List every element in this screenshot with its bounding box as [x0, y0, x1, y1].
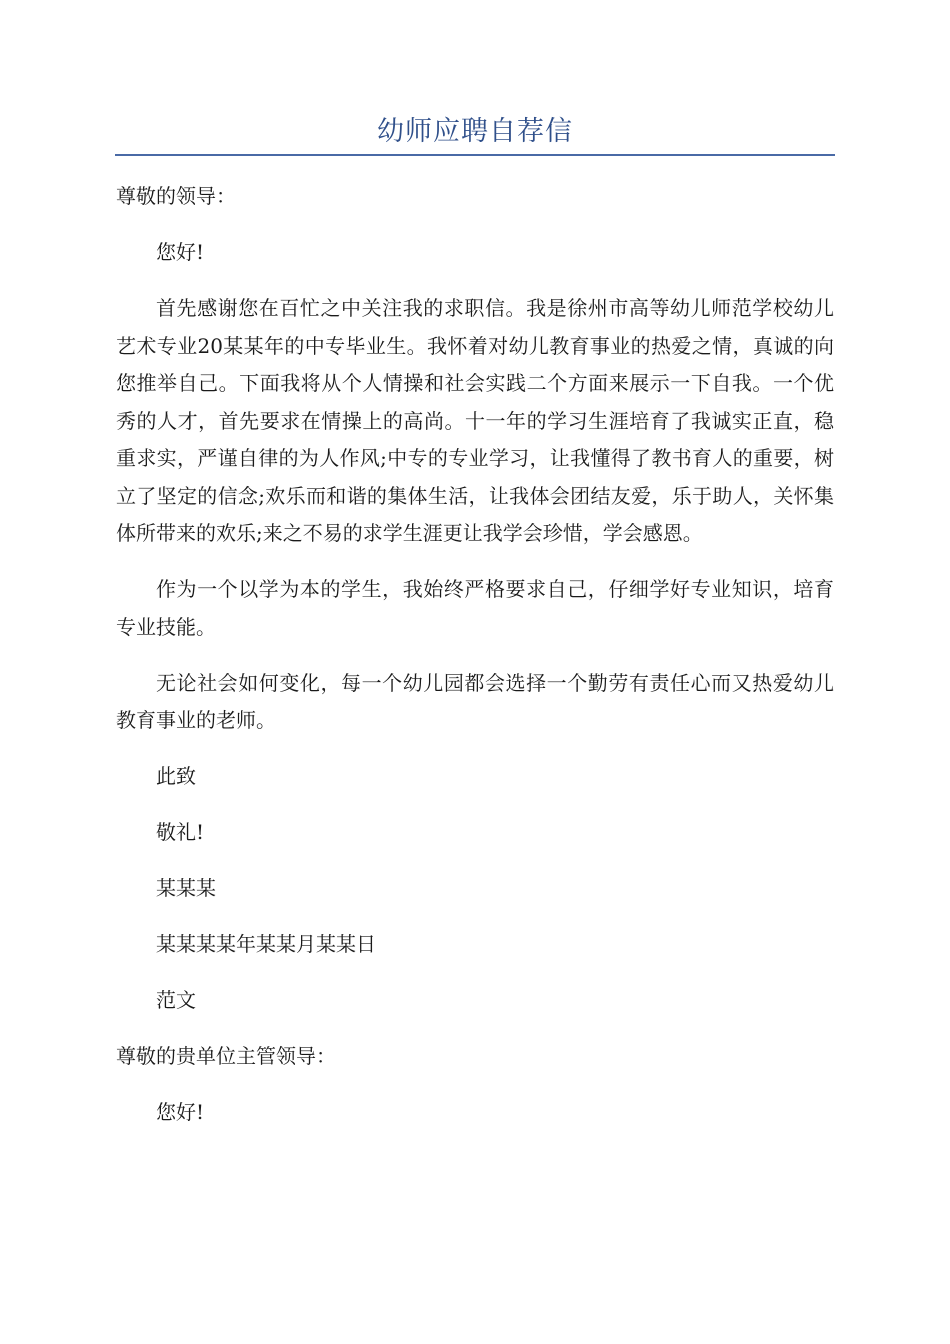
section-label: 范文: [156, 988, 196, 1012]
signature: 某某某: [156, 876, 216, 900]
date-line: 某某某某年某某月某某日: [156, 932, 376, 956]
document-body: [116, 178, 834, 1150]
body-paragraph: 首先感谢您在百忙之中关注我的求职信。我是徐州市高等幼儿师范学校幼儿艺术专业20某某年的中专毕业生。我怀着对幼儿教育事业的热爱之情，真诚的向您推举自己。下面我将从个人情操和社会实践二个方面来展示一下自我。一个优秀的人才，首先要求在情操上的高尚。十一年的学习生涯培育了我诚实正直，稳重求实，严谨自律的为人作风;中专的专业学习，让我懂得了教书育人的重要，树立了坚定的信念;欢乐而和谐的集体生活，让我体会团结友爱，乐于助人，关怀集体所带来的欢乐;来之不易的求学生涯更让我学会珍惜，学会感恩。: [116, 296, 834, 545]
salutation: 尊敬的领导：: [116, 184, 236, 208]
title-underline: [115, 154, 835, 156]
salutation: 尊敬的贵单位主管领导：: [116, 1044, 336, 1068]
document-title: 幼师应聘自荐信: [377, 116, 573, 147]
greeting: 您好!: [156, 1100, 205, 1124]
greeting: 您好!: [156, 240, 205, 264]
closing-line: 此致: [156, 764, 196, 788]
body-paragraph: 无论社会如何变化，每一个幼儿园都会选择一个勤劳有责任心而又热爱幼儿教育事业的老师。: [116, 670, 834, 732]
closing-salute: 敬礼!: [156, 820, 205, 844]
body-paragraph: 作为一个以学为本的学生，我始终严格要求自己，仔细学好专业知识，培育专业技能。: [116, 577, 834, 639]
